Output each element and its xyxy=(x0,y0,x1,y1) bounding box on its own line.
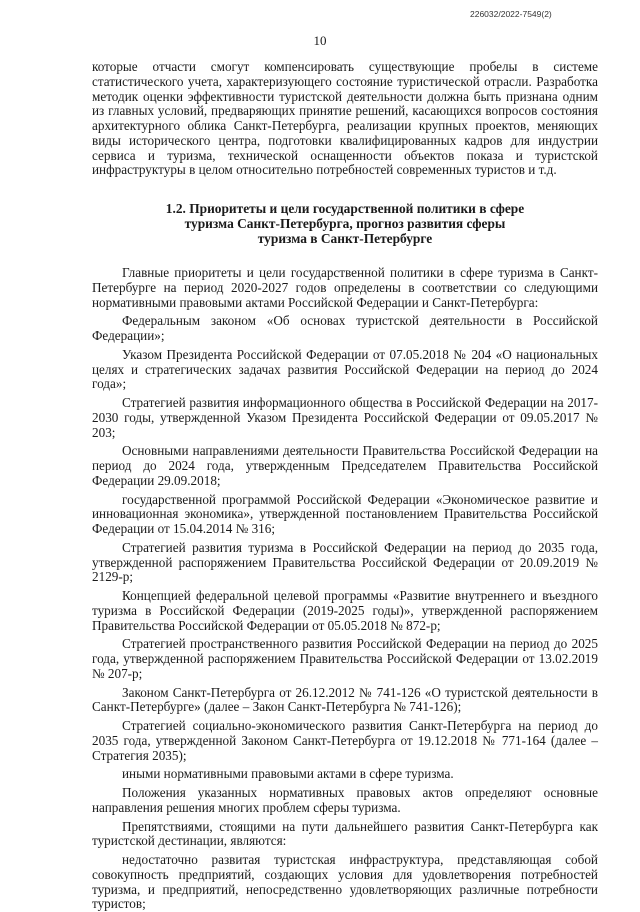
paragraph-presidential-decree: Указом Президента Российской Федерации от 07.05.2018 № 204 «О национальных целях и стратегических задачах развития Российской Федерации на период до 2024 года»; xyxy=(92,346,598,392)
paragraph-infrastructure: недостаточно развитая туристская инфраструктура, представляющая собой совокупность предприятий, создающих условия для удовлетворения потребностей туризма, и предприятий, непосредственно удовлетворяющих различные потребности туристов; xyxy=(92,852,598,912)
intro-paragraph: которые отчасти смогут компенсировать существующие пробелы в системе статистического учета, характеризующего состояние туристической отрасли. Разработка методик оценки эффективности туристской деятельности должна быть признана одним из главных условий, предваряющих принятие решений, касающихся вопросов состояния архитектурного облика Санкт-Петербурга, реализации крупных проектов, меняющих виды исторического центра, подготовки квалифицированных кадров для индустрии сервиса и туризма, технической оснащенности объектов показа и туристской инфраструктуры в целом относительно потребностей современных туристов и т.д. xyxy=(92,59,598,178)
paragraph-federal-law: Федеральным законом «Об основах туристской деятельности в Российской Федерации»; xyxy=(92,313,598,343)
section-heading-line: туризма в Санкт-Петербурге xyxy=(257,231,433,246)
paragraph-obstacles: Препятствиями, стоящими на пути дальнейшего развития Санкт-Петербурга как туристской дестинации, являются: xyxy=(92,818,598,849)
paragraph-strategy-2035: Стратегией социально-экономического развития Санкт-Петербурга на период до 2035 года, утвержденной Законом Санкт-Петербурга от 19.12.2018 № 771-164 (далее – Стратегия 2035); xyxy=(92,718,598,763)
paragraph-spatial-strategy: Стратегией пространственного развития Российской Федерации на период до 2025 года, утвержденной распоряжением Правительства Российской Федерации от 13.02.2019 № 207-р; xyxy=(92,636,598,681)
section-heading xyxy=(92,201,598,246)
section-heading-line: 1.2. Приоритеты и цели государственной политики в сфере xyxy=(165,201,525,216)
paragraph-spb-law: Законом Санкт-Петербурга от 26.12.2012 № 741-126 «О туристской деятельности в Санкт-Петербурге» (далее – Закон Санкт-Петербурга № 741-126); xyxy=(92,684,598,715)
paragraph-info-society-strategy: Стратегией развития информационного общества в Российской Федерации на 2017-2030 годы, утвержденной Указом Президента Российской Федерации от 09.05.2017 № 203; xyxy=(92,395,598,440)
paragraph-federal-target-program: Концепцией федеральной целевой программы «Развитие внутреннего и въездного туризма в Российской Федерации (2019-2025 годы)», утвержденной распоряжением Правительства Российской Федерации от 05.05.2018 № 872-р; xyxy=(92,588,598,633)
page-number: 10 xyxy=(313,33,327,48)
paragraph-priorities: Главные приоритеты и цели государственной политики в сфере туризма в Санкт-Петербурге на период 2020-2027 годов определены в соответствии со следующими нормативными правовыми актами Российской Федерации и Санкт-Петербурга: xyxy=(92,265,598,310)
paragraph-provisions: Положения указанных нормативных правовых актов определяют основные направления решения многих проблем сферы туризма. xyxy=(92,785,598,815)
document-id: 226032/2022-7549(2) xyxy=(470,9,552,19)
paragraph-tourism-strategy: Стратегией развития туризма в Российской Федерации на период до 2035 года, утвержденной распоряжением Правительства Российской Федерации от 20.09.2019 № 2129-р; xyxy=(92,539,598,585)
section-heading-line: туризма Санкт-Петербурга, прогноз развития сферы xyxy=(184,216,506,231)
paragraph-government-directions: Основными направлениями деятельности Правительства Российской Федерации на период до 2024 года, утвержденным Председателем Правительства Российской Федерации 29.09.2018; xyxy=(92,443,598,488)
paragraph-state-program: государственной программой Российской Федерации «Экономическое развитие и инновационная экономика», утвержденной постановлением Правительства Российской Федерации от 15.04.2014 № 316; xyxy=(92,491,598,536)
paragraph-other-acts: иными нормативными правовыми актами в сфере туризма. xyxy=(122,766,454,782)
document-body xyxy=(92,60,598,912)
